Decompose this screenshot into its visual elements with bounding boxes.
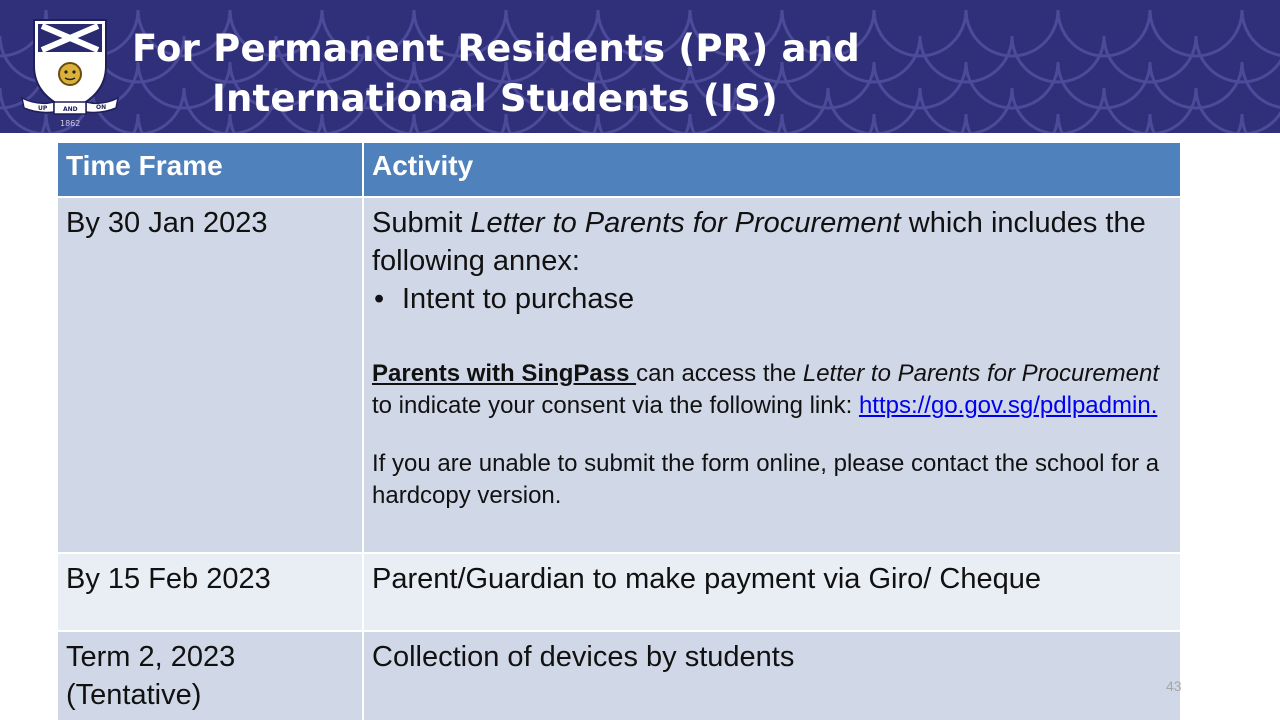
activity-cell: [363, 553, 1181, 631]
scale-arc: [966, 62, 1058, 108]
intro-suffix: which includes the following annex:: [372, 207, 1146, 277]
time-frame-note: (Tentative): [66, 679, 202, 711]
scale-arc: [966, 114, 1058, 133]
activity-cell: [363, 197, 1181, 553]
scale-arc: [1104, 36, 1196, 82]
time-frame-cell: [57, 631, 363, 720]
consent-link[interactable]: https://go.gov.sg/pdlpadmin: [858, 392, 1151, 419]
title-line-1: For Permanent Residents (PR) and: [132, 27, 860, 70]
scale-arc: [1150, 10, 1242, 56]
activity-text: Collection of devices by students: [372, 641, 795, 673]
intro-document-name: Letter to Parents for Procurement: [470, 207, 901, 239]
column-header-time-frame: Time Frame: [57, 142, 363, 197]
scale-arc: [1058, 62, 1150, 108]
svg-text:ON: ON: [96, 104, 107, 111]
svg-text:1862: 1862: [60, 119, 81, 128]
bullet-icon: •: [374, 283, 385, 315]
time-frame-text: Term 2, 2023: [66, 641, 236, 673]
scale-arc: [1196, 36, 1280, 82]
scale-arc: [1242, 10, 1280, 56]
singpass-text-1: can access the: [636, 360, 803, 387]
time-frame-cell: [57, 553, 363, 631]
table-header-row: [57, 142, 1181, 197]
schedule-table: [56, 141, 1182, 720]
bullet-item: [372, 280, 1172, 318]
activity-intro: [372, 204, 1172, 280]
singpass-text-2: to indicate your consent via the following link:: [372, 392, 859, 419]
activity-text: Parent/Guardian to make payment via Giro/ Cheque: [372, 563, 1041, 595]
singpass-label: Parents with SingPass: [372, 360, 637, 387]
table-row: [57, 553, 1181, 631]
scale-arc: [1196, 88, 1280, 133]
scale-arc: [874, 62, 966, 108]
scale-arc: [1150, 62, 1242, 108]
scale-arc: [1058, 10, 1150, 56]
column-header-activity: Activity: [363, 142, 1181, 197]
time-frame-text: By 30 Jan 2023: [66, 207, 268, 239]
singpass-document-name: Letter to Parents for Procurement: [802, 360, 1160, 387]
scale-arc: [1150, 114, 1242, 133]
table-row: [57, 197, 1181, 553]
bullet-text: Intent to purchase: [402, 283, 635, 315]
time-frame-cell: [57, 197, 363, 553]
header-banner: [0, 0, 1280, 133]
link-suffix: .: [1150, 392, 1158, 419]
scale-arc: [966, 10, 1058, 56]
school-crest-logo: [18, 14, 122, 130]
table-row: [57, 631, 1181, 720]
scale-arc: [874, 10, 966, 56]
title-line-2: International Students (IS): [212, 77, 778, 120]
hardcopy-note: If you are unable to submit the form online, please contact the school for a hardcopy version.: [372, 450, 1160, 509]
page-title: [132, 24, 860, 124]
svg-text:UP: UP: [38, 105, 48, 112]
page-number: 43: [1166, 678, 1182, 694]
singpass-paragraph: [372, 358, 1172, 422]
svg-text:AND: AND: [63, 106, 78, 113]
scale-arc: [874, 114, 966, 133]
time-frame-text: By 15 Feb 2023: [66, 563, 271, 595]
activity-cell: [363, 631, 1181, 720]
scale-arc: [1058, 114, 1150, 133]
scale-arc: [1012, 36, 1104, 82]
intro-prefix: Submit: [372, 207, 471, 239]
scale-arc: [920, 36, 1012, 82]
